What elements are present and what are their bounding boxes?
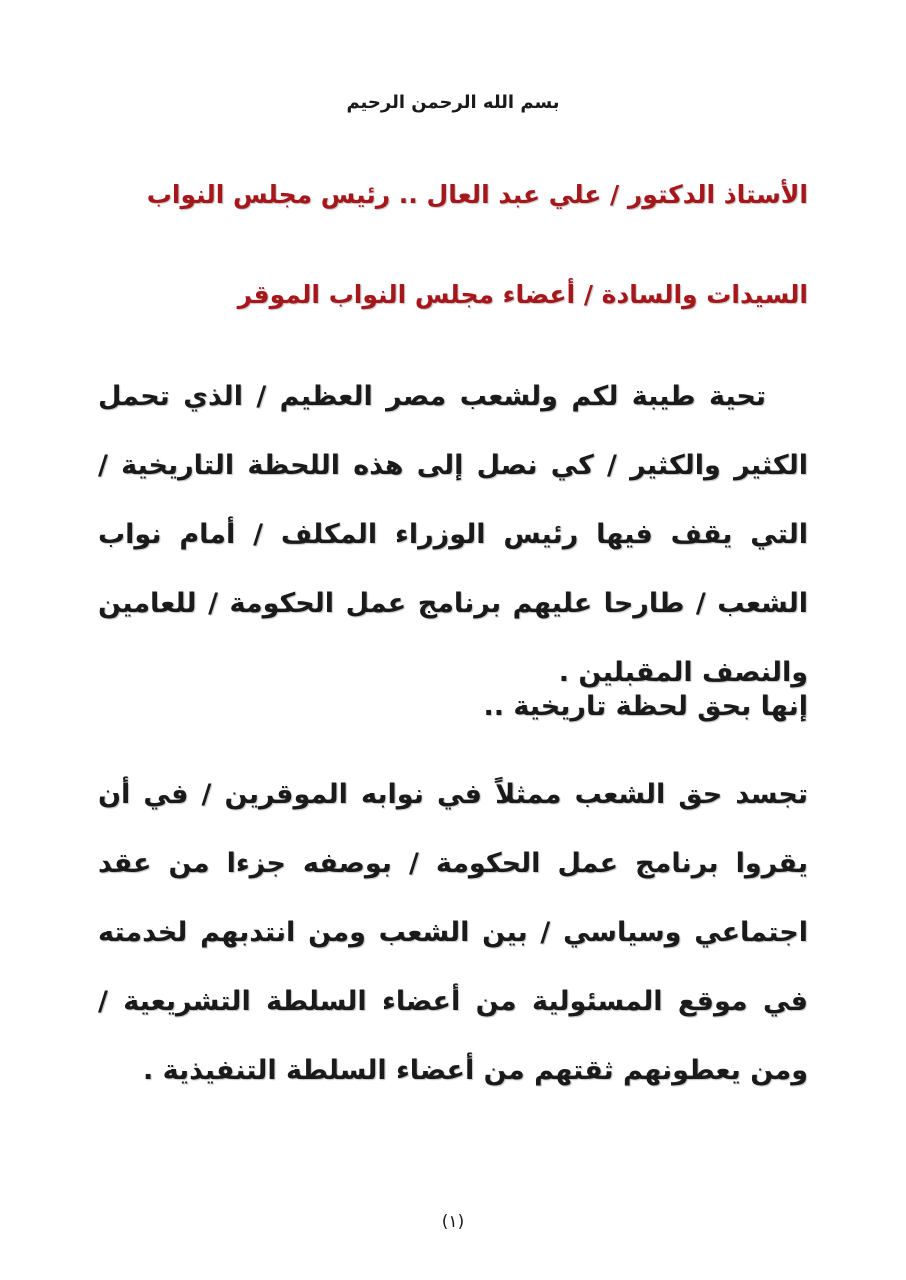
addressee-members: السيدات والسادة / أعضاء مجلس النواب الموقر [237, 280, 808, 309]
basmala-header: بسم الله الرحمن الرحيم [346, 92, 560, 113]
paragraph-greeting: تحية طيبة لكم ولشعب مصر العظيم / الذي تحمل الكثير والكثير / كي نصل إلى هذه اللحظة التاريخية / التي يقف فيها رئيس الوزراء المكلف / أمام نواب الشعب / طارحا عليهم برنامج عمل الحكومة / للعامين والنصف المقبلين . [98, 381, 808, 688]
paragraph-social-contract: تجسد حق الشعب ممثلاً في نوابه الموقرين / في أن يقروا برنامج عمل الحكومة / بوصفه جزءا من عقد اجتماعي وسياسي / بين الشعب ومن انتدبهم لخدمته في موقع المسئولية من أعضاء السلطة التشريعية / ومن يعطونهم ثقتهم من أعضاء السلطة التنفيذية . [98, 779, 808, 1086]
addressee-speaker: الأستاذ الدكتور / علي عبد العال .. رئيس مجلس النواب [146, 180, 808, 209]
paragraph-historic-moment: إنها بحق لحظة تاريخية .. [483, 691, 808, 722]
page-number: (١) [441, 1212, 465, 1232]
